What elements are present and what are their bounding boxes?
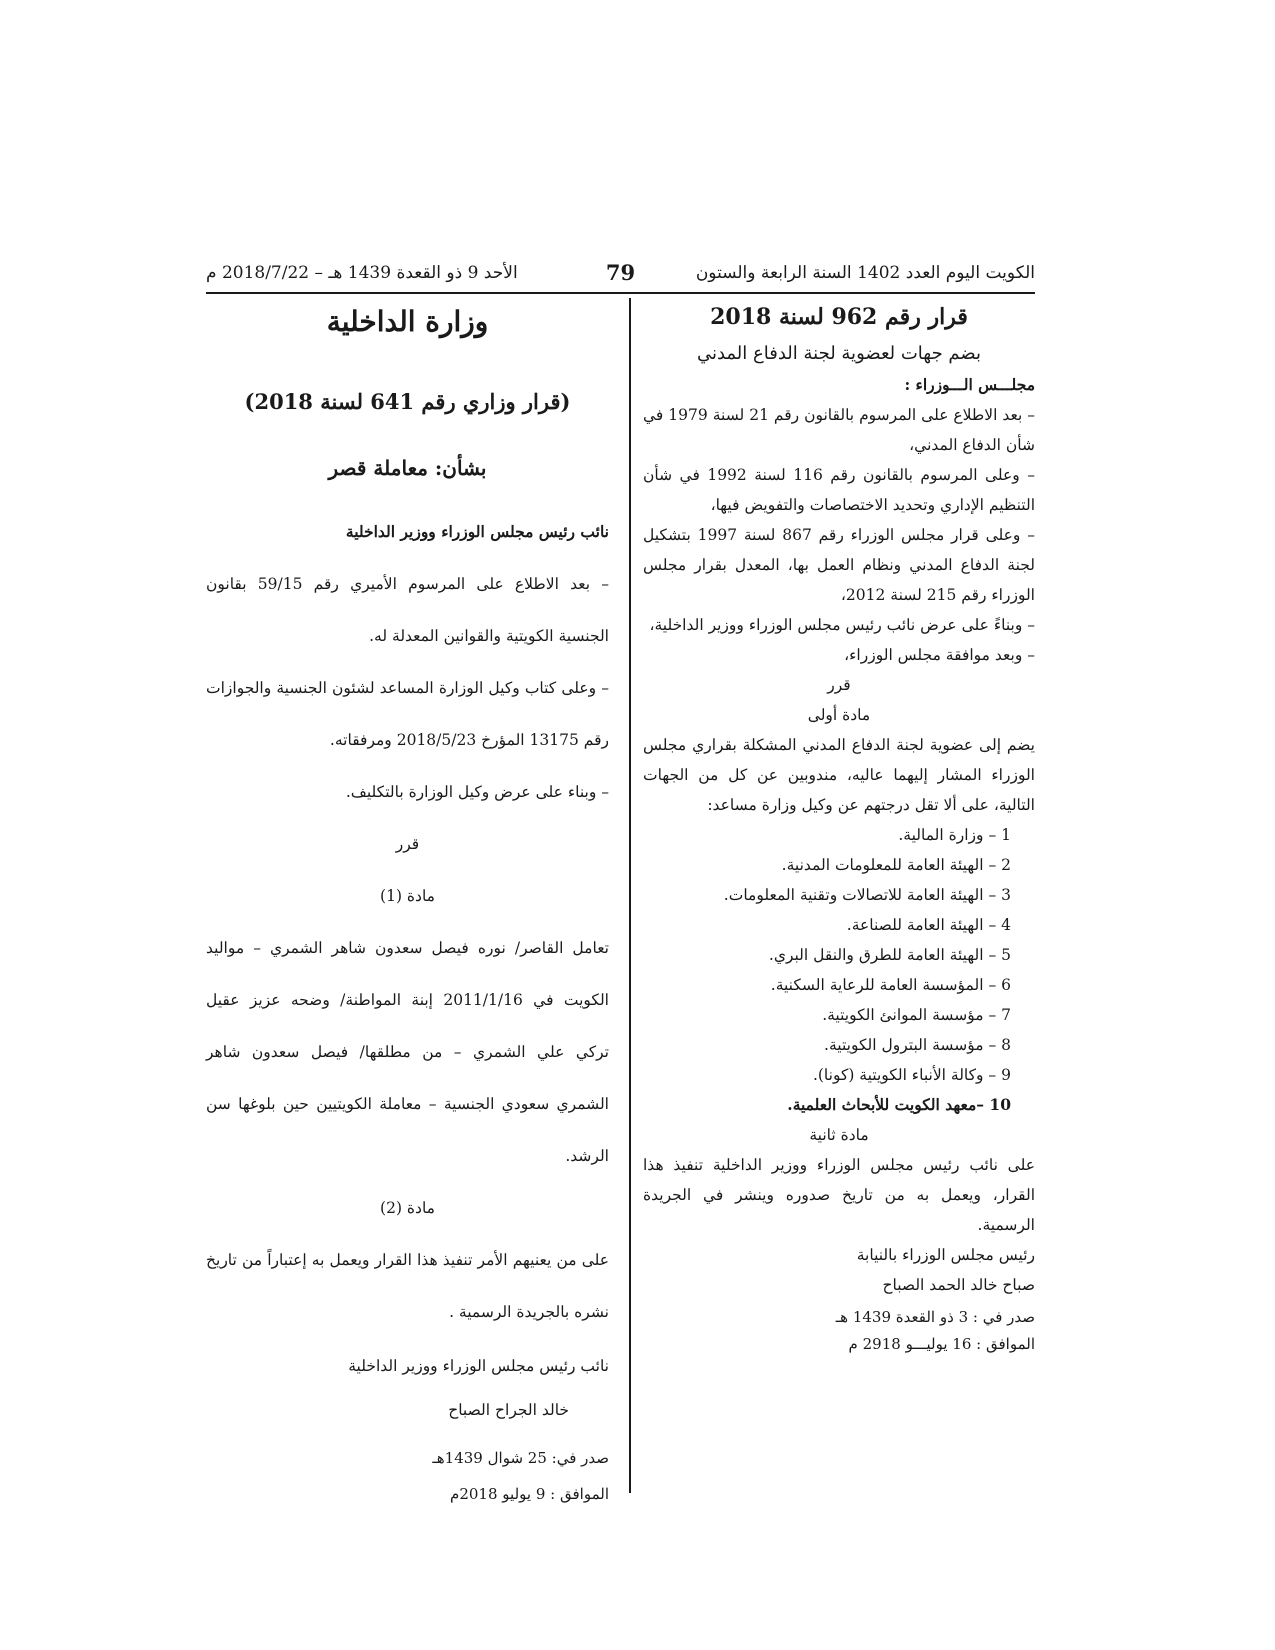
decided-heading: قرر — [395, 835, 420, 853]
right-column — [643, 300, 1035, 1358]
left-column — [206, 300, 609, 1512]
article-text: على من يعنيهم الأمر تنفيذ هذا القرار ويعمل به إعتباراً من تاريخ نشره بالجريدة الرسمية . — [206, 1251, 609, 1321]
list-item: 6 – المؤسسة العامة للرعاية السكنية. — [770, 976, 1011, 994]
column-divider — [629, 298, 631, 1493]
preamble-item: – وعلى قرار مجلس الوزراء رقم 867 لسنة 1997 بتشكيل لجنة الدفاع المدني ونظام العمل بها، المعدل بقرار مجلس الوزراء رقم 215 لسنة 2012، — [643, 526, 1035, 604]
list-item: 8 – مؤسسة البترول الكويتية. — [824, 1036, 1011, 1054]
preamble-item: – وعلى المرسوم بالقانون رقم 116 لسنة 1992 في شأن التنظيم الإداري وتحديد الاختصاصات والتفويض فيها، — [643, 466, 1035, 514]
header-issue-info: الكويت اليوم العدد 1402 السنة الرابعة والستون — [695, 263, 1035, 283]
list-item: 9 – وكالة الأنباء الكويتية (كونا). — [812, 1066, 1011, 1084]
preamble-item: – وبناء على عرض وكيل الوزارة بالتكليف. — [345, 783, 609, 801]
council-heading: مجلـــس الـــوزراء : — [904, 375, 1035, 394]
article-text: يضم إلى عضوية لجنة الدفاع المدني المشكلة بقراري مجلس الوزراء المشار إليهما عاليه، مندوبين عن كل من الجهات التالية، على ألا تقل درجتهم عن وكيل وزارة مساعد: — [643, 736, 1035, 814]
preamble-item: – وعلى كتاب وكيل الوزارة المساعد لشئون الجنسية والجوازات رقم 13175 المؤرخ 2018/5/23 ومرفقاته. — [206, 679, 609, 749]
article-heading: مادة أولى — [807, 706, 871, 724]
signatory-title: رئيس مجلس الوزراء بالنيابة — [856, 1246, 1035, 1264]
preamble-item: – وبعد موافقة مجلس الوزراء، — [844, 646, 1035, 664]
list-item: 2 – الهيئة العامة للمعلومات المدنية. — [781, 856, 1011, 874]
signatory-name: خالد الجراح الصباح — [448, 1401, 569, 1419]
signatory-title: نائب رئيس مجلس الوزراء ووزير الداخلية — [348, 1357, 609, 1375]
header-rule — [206, 292, 1035, 294]
ministry-title: وزارة الداخلية — [326, 305, 489, 338]
list-item: 7 – مؤسسة الموانئ الكويتية. — [822, 1006, 1011, 1024]
corresponding-date: الموافق : 9 يوليو 2018م — [450, 1485, 609, 1503]
preamble-item: – بعد الاطلاع على المرسوم بالقانون رقم 21 لسنة 1979 في شأن الدفاع المدني، — [643, 406, 1035, 454]
list-item: 1 – وزارة المالية. — [898, 826, 1011, 844]
issue-date: صدر في: 25 شوال 1439هـ — [432, 1449, 609, 1467]
authority-heading: نائب رئيس مجلس الوزراء ووزير الداخلية — [345, 522, 609, 541]
list-item: 10 –معهد الكويت للأبحاث العلمية. — [787, 1095, 1011, 1114]
preamble-item: – وبناءً على عرض نائب رئيس مجلس الوزراء ووزير الداخلية، — [649, 616, 1035, 634]
list-item: 5 – الهيئة العامة للطرق والنقل البري. — [768, 946, 1011, 964]
decree-subtitle: بضم جهات لعضوية لجنة الدفاع المدني — [696, 343, 982, 364]
page-number: 79 — [605, 260, 636, 285]
article-heading: مادة ثانية — [809, 1126, 869, 1144]
signatory-name: صباح خالد الحمد الصباح — [882, 1276, 1035, 1294]
header-date: الأحد 9 ذو القعدة 1439 هـ – 2018/7/22 م — [206, 263, 518, 283]
article-heading: مادة (2) — [380, 1199, 435, 1217]
article-text: على نائب رئيس مجلس الوزراء ووزير الداخلية تنفيذ هذا القرار، ويعمل به من تاريخ صدوره وينشر في الجريدة الرسمية. — [643, 1156, 1035, 1234]
issue-date: صدر في : 3 ذو القعدة 1439 هـ — [835, 1308, 1035, 1326]
preamble-item: – بعد الاطلاع على المرسوم الأميري رقم 59/15 بقانون الجنسية الكويتية والقوانين المعدلة له. — [206, 575, 609, 645]
decree-title: قرار رقم 962 لسنة 2018 — [710, 304, 968, 330]
article-text: تعامل القاصر/ نوره فيصل سعدون شاهر الشمري – مواليد الكويت في 2011/1/16 إبنة المواطنة/ وضحه عزيز عقيل تركي علي الشمري – من مطلقها/ فيصل سعدون شاهر الشمري سعودي الجنسية – معاملة الكويتيين حين بلوغها سن الرشد. — [206, 939, 609, 1165]
corresponding-date: الموافق : 16 يوليـــو 2918 م — [848, 1335, 1035, 1353]
decided-heading: قرر — [827, 676, 851, 694]
article-heading: مادة (1) — [380, 887, 435, 905]
list-item: 3 – الهيئة العامة للاتصالات وتقنية المعلومات. — [723, 886, 1011, 904]
page-header — [206, 258, 1035, 288]
decree-subject: بشأن: معاملة قصر — [328, 456, 487, 480]
decree-number: (قرار وزاري رقم 641 لسنة 2018) — [244, 389, 571, 414]
list-item: 4 – الهيئة العامة للصناعة. — [846, 916, 1011, 934]
